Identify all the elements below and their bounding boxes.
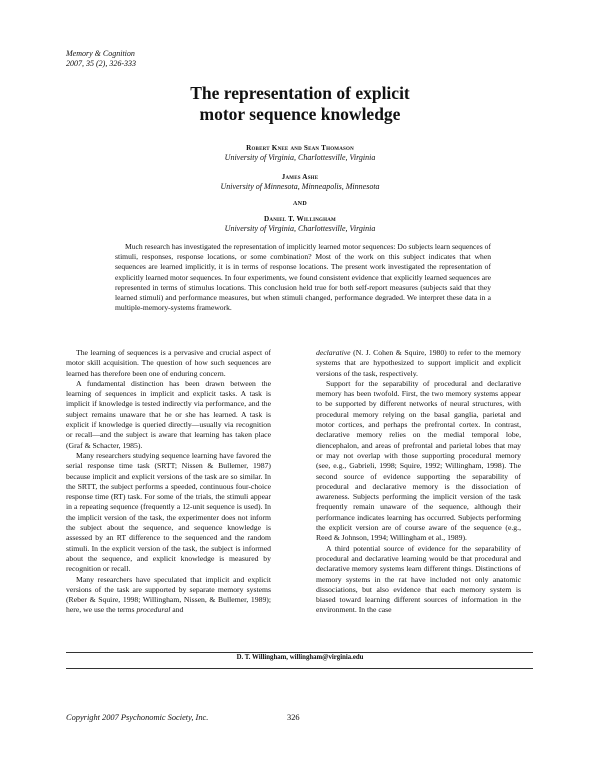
and-separator: AND [293,201,307,207]
footnote-rule-bottom [66,668,533,669]
affiliation-1: University of Virginia, Charlottesville, Virginia [224,153,376,162]
term-declarative: declarative [316,348,351,357]
body-text: Many researchers have speculated that implicit and explicit versions of the task are supported by separate memory systems (Reber & Squire, 1998; Willingham, Nissen, & Bullemer, 1989); here, we use the terms [66,574,271,615]
title-line-2: motor sequence knowledge [199,104,401,124]
journal-citation: 2007, 35 (2), 326-333 [66,59,136,68]
affiliation-2: University of Minnesota, Minneapolis, Minnesota [220,182,380,191]
body-paragraph [316,348,521,379]
body-paragraph: The learning of sequences is a pervasive and crucial aspect of motor skill acquisition. The question of how such sequences are learned has therefore been one of enduring concern. [66,348,271,378]
author-1: Robert Knee and Sean Thomason [246,144,354,152]
title-line-1: The representation of explicit [190,83,410,103]
body-paragraph [66,575,271,616]
page-number: 326 [287,713,300,722]
author-3: Daniel T. Willingham [264,215,336,223]
body-paragraph: A fundamental distinction has been drawn between the learning of sequences in implicit and explicit tasks. A task is implicit if knowledge is tested indirectly via performance, and the subject remains unaware that he or she has learned. A task is explicit if knowledge is queried directly—usually via recognition or recall—and the subject is aware that learning has taken place (Graf & Schacter, 1985). [66,378,271,450]
body-text: and [170,605,184,615]
footnote-rule-top [66,652,533,653]
abstract: Much research has investigated the representation of implicitly learned motor sequences: Do subjects learn sequences of stimuli, responses, response locations, or some combination? Most of the work on this subject indicates that when sequences are learned implicitly, it is in terms of response locations. The present work investigated the representation of explicitly learned motor sequences. In four experiments, we found consistent evidence that explicitly learned sequences are represented in terms of stimulus locations. This conclusion held true for both self-report measures (subjects said that they learned stimuli) and performance measures, but when stimuli changed, performance degraded. We interpret these data in a multiple-memory-systems framework. [115,242,491,313]
journal-name: Memory & Cognition [66,49,135,58]
body-paragraph: A third potential source of evidence for the separability of procedural and declarative learning would be that procedural and declarative memory systems learn different things. Distinctions of memory systems in the rat have included not only anatomic dissociations, but also evidence that each memory system is biased toward learning different sources of information in the environment. In the case [316,543,521,615]
author-2: James Ashe [281,173,319,181]
paper-title [0,83,600,125]
body-paragraph: Support for the separability of procedural and declarative memory has been twofold. First, the two memory systems appear to be supported by different networks of neural structures, with procedural memory relying on the basal ganglia, parietal and motor cortices, and perhaps the prefrontal cortex. In contrast, declarative memory relies on the medial temporal lobe, diencephalon, and areas of prefrontal and parietal lobes that may or may not overlap with those supporting procedural memory (see, e.g., Gabrieli, 1998; Squire, 1992; Willingham, 1998). The second source of evidence supporting the separability of procedural and declarative memory is the dissociation of awareness. Subjects performing the implicit version of the task frequently remain unaware of the sequence, although their performance indicates learning has occurred. Subjects performing the explicit version are of course aware of the sequence (e.g., Reed & Johnson, 1994; Willingham et al., 1989). [316,378,521,543]
body-column-left [66,348,271,616]
term-procedural: procedural [136,605,171,615]
body-text: (N. J. Cohen & Squire, 1980) to refer to the memory systems that are hypothesized to support implicit and explicit versions of the task, respectively. [316,348,521,378]
affiliation-3: University of Virginia, Charlottesville, Virginia [224,224,376,233]
copyright-notice: Copyright 2007 Psychonomic Society, Inc. [66,713,209,722]
body-paragraph: Many researchers studying sequence learning have favored the serial response time task (SRTT; Nissen & Bullemer, 1987) because implicit and explicit versions of the task are so similar. In the SRTT, the subject performs a speeded, continuous four-choice response time (RT) task. For some of the trials, the stimuli appear in a repeating sequence (frequently a 12-unit sequence is used). In the implicit version of the task, the experimenter does not inform the subject about the sequence, and sequence knowledge is assessed by an RT difference to the sequenced and the random stimuli. In the explicit version of the task, the subject is informed about the sequence, and explicit knowledge is measured by recognition or recall. [66,450,271,574]
body-column-right [316,348,521,616]
contact-info: D. T. Willingham, willingham@virginia.edu [236,654,364,661]
journal-header [66,49,136,69]
